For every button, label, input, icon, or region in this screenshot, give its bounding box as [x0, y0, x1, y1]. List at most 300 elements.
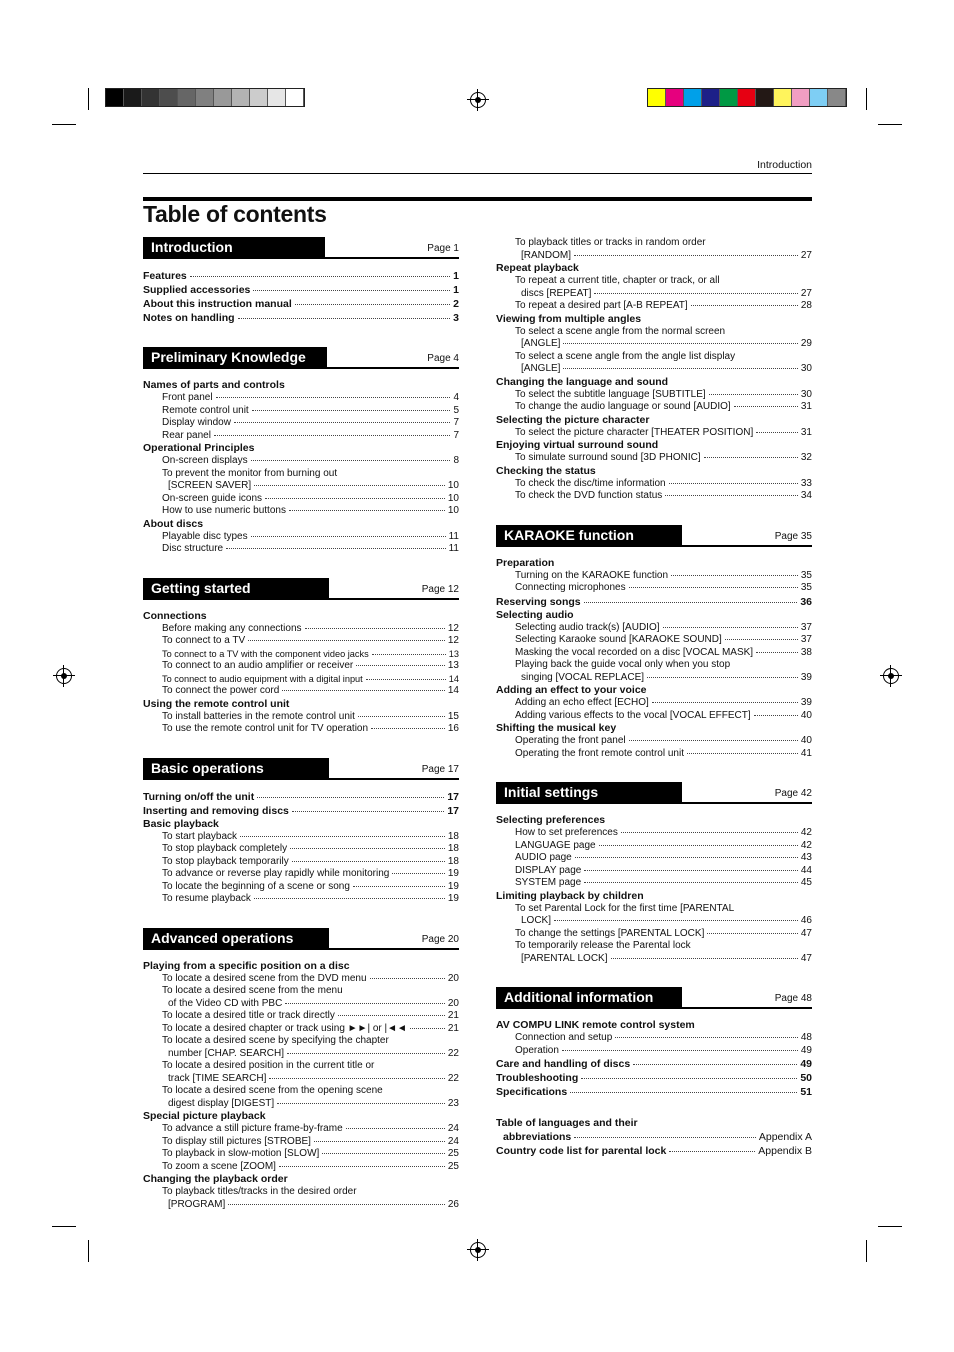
toc-entry[interactable] [143, 1023, 459, 1036]
toc-entry-page: 42 [800, 827, 812, 838]
toc-entry-page: 25 [447, 1160, 459, 1172]
toc-entry-page: 39 [800, 697, 812, 708]
toc-entry-label: To advance or reverse play rapidly while monitoring [162, 868, 390, 879]
color-swatch [702, 89, 720, 106]
toc-entry[interactable] [496, 1085, 812, 1099]
registration-mark-left [56, 668, 72, 684]
toc-entry-page: 51 [800, 1086, 812, 1098]
toc-entry-page: 24 [447, 1123, 459, 1134]
dot-leader [647, 677, 798, 678]
toc-entry-page: 27 [800, 249, 812, 261]
toc-entry[interactable] [496, 1045, 812, 1058]
toc-entry-page: 20 [447, 997, 459, 1009]
toc-section [143, 347, 459, 578]
section-page: Page 42 [774, 788, 812, 799]
toc-entry[interactable] [143, 685, 459, 698]
toc-entry-page: 3 [453, 312, 459, 324]
toc-entry[interactable] [496, 672, 812, 685]
section-title: Getting started [143, 578, 329, 598]
toc-entry-page: 4 [453, 392, 459, 403]
toc-entry-page: 18 [447, 843, 459, 854]
toc-entry[interactable] [496, 1071, 812, 1085]
toc-entry-label: To simulate surround sound [3D PHONIC] [515, 452, 701, 463]
toc-entry-page: 14 [448, 673, 459, 684]
toc-entry-page: 16 [447, 723, 459, 734]
dot-leader [254, 898, 445, 899]
toc-entry-page: 29 [800, 338, 812, 349]
crop-mark [52, 1226, 76, 1227]
toc-entry-page: 37 [800, 634, 812, 645]
toc-entry-text: To playback titles/tracks in the desired order [162, 1186, 357, 1197]
dot-leader [611, 958, 798, 959]
toc-entry[interactable] [143, 660, 459, 673]
toc-entry-label: Supplied accessories [143, 284, 251, 296]
toc-entry-label: Rear panel [162, 429, 211, 441]
toc-entry[interactable] [143, 635, 459, 648]
toc-group-heading: Changing the language and sound [496, 375, 669, 388]
dot-leader [574, 255, 798, 256]
toc-entry-page: 42 [800, 839, 812, 851]
toc-entry[interactable] [143, 881, 459, 894]
section-page: Page 4 [427, 353, 459, 364]
crop-mark [88, 88, 89, 110]
toc-entry-page: Appendix B [758, 1145, 812, 1157]
registration-mark-right [883, 668, 899, 684]
toc-entry-page: 34 [800, 490, 812, 501]
section-title: Introduction [143, 237, 325, 257]
toc-entry-page: 28 [800, 300, 812, 311]
dot-leader [581, 1078, 797, 1079]
toc-entry[interactable] [496, 622, 812, 635]
toc-group-heading: Preparation [496, 556, 555, 569]
section-title: Advanced operations [143, 928, 329, 948]
toc-entry-label: To stop playback temporarily [162, 855, 289, 867]
toc-entry[interactable] [496, 490, 812, 503]
section-header [143, 928, 459, 950]
toc-entry-page: 33 [800, 477, 812, 489]
toc-entry-page: 11 [448, 530, 459, 542]
toc-entry-label: Before making any connections [162, 622, 302, 634]
section-page: Page 35 [774, 530, 812, 542]
section-header [143, 347, 459, 369]
toc-section [143, 758, 459, 928]
dot-leader [353, 886, 445, 887]
toc-entry-label: Specifications [496, 1086, 568, 1098]
toc-entry[interactable] [496, 389, 812, 402]
dot-leader [269, 1078, 445, 1079]
toc-entry-label: Operation [515, 1044, 559, 1056]
toc-entry[interactable] [143, 543, 459, 556]
toc-entry-label: To connect to a TV [162, 635, 246, 646]
toc-entry-label: Connecting microphones [515, 582, 626, 593]
toc-entry[interactable] [496, 452, 812, 465]
toc-entry[interactable] [143, 843, 459, 856]
toc-entry[interactable] [143, 480, 459, 493]
toc-entry[interactable] [496, 697, 812, 710]
toc-entry-page: 13 [448, 648, 459, 659]
toc-entry[interactable] [496, 427, 812, 440]
dot-leader [265, 498, 445, 499]
dot-leader [285, 1003, 445, 1004]
toc-entry[interactable] [143, 1199, 459, 1212]
toc-entry[interactable] [496, 647, 812, 660]
dot-leader [599, 845, 798, 846]
toc-entry[interactable] [496, 1144, 812, 1158]
dot-leader [633, 1064, 797, 1065]
toc-entry-page: 30 [800, 388, 812, 400]
toc-entry[interactable] [496, 1057, 812, 1071]
toc-entry-label: Masking the vocal recorded on a disc [VOCAL MASK] [515, 646, 754, 658]
toc-entry-label: To advance a still picture frame-by-frame [162, 1123, 343, 1134]
toc-entry-page: 35 [800, 569, 812, 581]
toc-entry-label: Country code list for parental lock [496, 1145, 667, 1157]
dot-leader [554, 920, 798, 921]
dot-leader [570, 1092, 797, 1093]
section-page: Page 12 [421, 583, 459, 595]
dot-leader [725, 639, 798, 640]
dot-leader [671, 575, 798, 576]
toc-group-heading: Selecting the picture character [496, 413, 650, 426]
toc-entry[interactable] [143, 1148, 459, 1161]
toc-entry-page: 5 [453, 404, 459, 416]
toc-entry[interactable] [143, 998, 459, 1011]
dot-leader [629, 740, 798, 741]
dot-leader [372, 654, 446, 655]
toc-entry[interactable] [143, 831, 459, 844]
toc-entry-label: Playable disc types [162, 530, 248, 542]
toc-entry-label: To locate the beginning of a scene or song [162, 880, 350, 892]
toc-entry[interactable] [496, 865, 812, 878]
dot-leader [338, 1015, 445, 1016]
dot-leader [562, 1050, 798, 1051]
toc-entry[interactable] [143, 623, 459, 636]
toc-entry[interactable] [143, 283, 459, 297]
toc-entry-page: 17 [447, 804, 459, 817]
toc-entry[interactable] [143, 1123, 459, 1136]
toc-entry-page: 21 [447, 1010, 459, 1021]
toc-entry-label: To connect to a TV with the component video jacks [162, 648, 369, 659]
section-title: KARAOKE function [496, 525, 682, 545]
toc-entry-label: Selecting Karaoke sound [KARAOKE SOUND] [515, 634, 722, 645]
toc-entry-page: 12 [447, 622, 459, 634]
toc-entry-text: To prevent the monitor from burning out [162, 467, 338, 479]
toc-entry[interactable] [143, 893, 459, 906]
dot-leader [584, 870, 798, 871]
toc-entry[interactable] [143, 493, 459, 506]
dot-leader [366, 679, 446, 680]
toc-entry-page: 19 [447, 868, 459, 879]
toc-entry[interactable] [143, 673, 459, 686]
toc-entry-page: 26 [447, 1198, 459, 1210]
dot-leader [704, 457, 798, 458]
toc-entry[interactable] [143, 973, 459, 986]
toc-entry[interactable] [496, 915, 812, 928]
toc-group-heading: Selecting audio [496, 608, 574, 621]
color-swatch [738, 89, 756, 106]
header-rule [143, 173, 812, 174]
color-swatch [810, 89, 828, 106]
toc-entry[interactable] [496, 710, 812, 723]
section-title: Initial settings [496, 782, 682, 802]
section-header [143, 237, 459, 259]
section-header [496, 525, 812, 547]
toc-entry-text: To locate a desired scene by specifying the chapter [162, 1035, 389, 1046]
color-swatch [774, 89, 792, 106]
dot-leader [322, 1153, 445, 1154]
toc-entry-label: [PROGRAM] [168, 1198, 226, 1210]
toc-entry[interactable] [496, 634, 812, 647]
toc-entry-page: 46 [800, 915, 812, 926]
toc-entry[interactable] [143, 648, 459, 661]
toc-entry-page: 25 [447, 1148, 459, 1159]
toc-entry-page: 49 [800, 1058, 812, 1070]
toc-entry-label: Turning on the KARAOKE function [515, 569, 669, 581]
dot-leader [615, 1037, 798, 1038]
dot-leader [254, 485, 445, 486]
toc-entry-label: Front panel [162, 392, 213, 403]
dot-leader [584, 882, 798, 883]
toc-entry[interactable] [496, 250, 812, 263]
toc-entry-page: 43 [800, 852, 812, 863]
toc-entry[interactable] [143, 1048, 459, 1061]
toc-entry[interactable] [143, 790, 459, 804]
toc-entry-page: 49 [800, 1044, 812, 1056]
dot-leader [410, 1028, 445, 1029]
toc-entry[interactable] [143, 405, 459, 418]
toc-entry-text: To select a scene angle from the angle list display [515, 350, 736, 362]
toc-entry-label: To change the settings [PARENTAL LOCK] [515, 927, 705, 939]
toc-entry-label: Remote control unit [162, 404, 249, 416]
toc-entry-page: 31 [800, 426, 812, 438]
toc-entry-label: Disc structure [162, 543, 224, 554]
dot-leader [652, 702, 798, 703]
toc-entry-label: Operating the front panel [515, 735, 626, 746]
dot-leader [228, 1204, 445, 1205]
toc-entry-label: [ANGLE] [521, 338, 561, 349]
toc-entry[interactable] [143, 430, 459, 443]
toc-entry-label: Features [143, 270, 187, 282]
dot-leader [584, 602, 798, 603]
toc-section [496, 782, 812, 987]
toc-entry-text: To temporarily release the Parental lock [515, 940, 691, 951]
dot-leader [356, 665, 445, 666]
dot-leader [370, 978, 445, 979]
dot-leader [669, 1151, 755, 1152]
section-title: Preliminary Knowledge [143, 347, 327, 367]
crop-mark [878, 124, 902, 125]
toc-entry-label: How to use numeric buttons [162, 505, 286, 516]
toc-entry-label: Connection and setup [515, 1032, 613, 1043]
color-swatch [792, 89, 810, 106]
toc-entry[interactable] [143, 1136, 459, 1149]
toc-entry[interactable] [143, 311, 459, 325]
toc-group-heading: Shifting the musical key [496, 722, 617, 734]
grayscale-color-bar [105, 88, 305, 107]
toc-entry-label: [RANDOM] [521, 249, 571, 261]
color-swatch [106, 89, 124, 106]
toc-entry[interactable] [496, 953, 812, 966]
toc-entry-label: To zoom a scene [ZOOM] [162, 1160, 276, 1172]
toc-group-heading: Selecting preferences [496, 814, 606, 826]
toc-entry-page: 10 [447, 492, 459, 504]
dot-leader [251, 460, 451, 461]
toc-group-heading: Limiting playback by children [496, 889, 644, 902]
toc-entry-label: Reserving songs [496, 595, 581, 608]
toc-entry[interactable] [143, 269, 459, 283]
toc-entry[interactable] [496, 570, 812, 583]
toc-group-heading: Names of parts and controls [143, 379, 285, 391]
color-swatch [268, 89, 286, 106]
dot-leader [190, 276, 450, 277]
dot-leader [707, 933, 798, 934]
toc-entry[interactable] [143, 392, 459, 405]
toc-entry-page: 12 [447, 635, 459, 646]
toc-entry-label: Turning on/off the unit [143, 790, 255, 803]
toc-entry[interactable] [496, 582, 812, 595]
toc-entry-label: On-screen displays [162, 455, 248, 466]
toc-entry-page: Appendix A [758, 1131, 812, 1143]
toc-entry[interactable] [496, 1130, 812, 1144]
section-page: Page 20 [421, 933, 459, 945]
section-page: Page 17 [421, 763, 459, 775]
section-title: Basic operations [143, 758, 329, 778]
toc-entry-text: To playback titles or tracks in random order [515, 237, 706, 248]
toc-entry[interactable] [143, 1073, 459, 1086]
section-page: Page 48 [774, 993, 812, 1004]
toc-entry-label: AUDIO page [515, 852, 572, 863]
toc-entry-page: 7 [453, 429, 459, 441]
toc-entry[interactable] [496, 877, 812, 890]
toc-entry[interactable] [143, 711, 459, 724]
toc-entry-page: 7 [453, 417, 459, 428]
toc-entry-page: 19 [447, 880, 459, 892]
toc-entry[interactable] [143, 804, 459, 818]
toc-group-heading: Connections [143, 609, 207, 622]
toc-entry[interactable] [496, 928, 812, 941]
section-header [143, 758, 459, 780]
toc-entry[interactable] [496, 748, 812, 761]
crop-mark [52, 124, 76, 125]
toc-entry[interactable] [143, 723, 459, 736]
dot-leader [756, 652, 798, 653]
color-swatch [124, 89, 142, 106]
toc-entry[interactable] [496, 840, 812, 853]
toc-entry-page: 10 [447, 480, 459, 491]
dot-leader [289, 510, 445, 511]
toc-entry-label: Notes on handling [143, 312, 235, 324]
toc-entry-label: [SCREEN SAVER] [168, 480, 252, 491]
toc-entry[interactable] [143, 505, 459, 518]
toc-entry[interactable] [143, 856, 459, 869]
toc-entry[interactable] [496, 1032, 812, 1045]
toc-entry[interactable] [496, 735, 812, 748]
toc-entry[interactable] [496, 363, 812, 376]
toc-entry[interactable] [143, 297, 459, 311]
toc-entry[interactable] [496, 852, 812, 865]
toc-entry-page: 18 [447, 830, 459, 842]
toc-entry-page: 38 [800, 646, 812, 658]
toc-entry[interactable] [496, 338, 812, 351]
toc-entry[interactable] [496, 288, 812, 301]
toc-entry-label: Adding various effects to the vocal [VOCAL EFFECT] [515, 709, 751, 721]
toc-entry[interactable] [143, 417, 459, 430]
dot-leader [282, 690, 445, 691]
toc-entry[interactable] [496, 595, 812, 609]
dot-leader [392, 873, 445, 874]
toc-entry[interactable] [143, 455, 459, 468]
toc-entry-page: 41 [800, 747, 812, 759]
toc-entry[interactable] [143, 1098, 459, 1111]
toc-entry-label: To connect to an audio amplifier or receiver [162, 660, 354, 671]
dot-leader [734, 406, 798, 407]
toc-entry[interactable] [143, 1010, 459, 1023]
toc-entry[interactable] [143, 531, 459, 544]
dot-leader [226, 548, 445, 549]
toc-entry[interactable] [496, 827, 812, 840]
toc-entry-label: To stop playback completely [162, 843, 288, 854]
dot-leader [252, 410, 451, 411]
toc-entry-label: To select the picture character [THEATER POSITION] [515, 426, 754, 438]
dot-leader [358, 716, 445, 717]
toc-entry-page: 36 [800, 595, 812, 608]
dot-leader [292, 861, 445, 862]
toc-group-heading: Repeat playback [496, 262, 579, 274]
dot-leader [292, 811, 444, 812]
color-swatch [720, 89, 738, 106]
dot-leader [563, 343, 797, 344]
toc-entry-page: 32 [800, 452, 812, 463]
toc-entry-page: 30 [800, 363, 812, 374]
toc-entry[interactable] [143, 868, 459, 881]
toc-entry-label: LANGUAGE page [515, 839, 596, 851]
toc-entry-page: 2 [453, 298, 459, 310]
dot-leader [621, 832, 798, 833]
toc-entry[interactable] [143, 1161, 459, 1174]
toc-entry-label: How to set preferences [515, 827, 618, 838]
toc-entry-label: On-screen guide icons [162, 492, 263, 504]
toc-group-heading: AV COMPU LINK remote control system [496, 1019, 695, 1031]
color-swatch [666, 89, 684, 106]
toc-entry-text: To select a scene angle from the normal screen [515, 325, 726, 337]
section-header [496, 782, 812, 804]
toc-entry[interactable] [496, 478, 812, 491]
toc-entry-label: of the Video CD with PBC [168, 997, 283, 1009]
toc-entry[interactable] [496, 401, 812, 414]
dot-leader [214, 435, 451, 436]
dot-leader [277, 1103, 445, 1104]
dot-leader [251, 536, 446, 537]
toc-entry-label: To install batteries in the remote control unit [162, 710, 355, 722]
toc-entry-page: 23 [447, 1097, 459, 1109]
toc-group-heading: Basic playback [143, 817, 219, 830]
toc-entry-label: To resume playback [162, 893, 251, 904]
toc-entry-page: 19 [447, 893, 459, 904]
toc-entry-page: 27 [800, 287, 812, 299]
toc-column-right [496, 237, 812, 1158]
toc-entry-page: 13 [447, 660, 459, 671]
toc-entry-text: To locate a desired position in the current title or [162, 1060, 375, 1071]
toc-entry[interactable] [496, 300, 812, 313]
dot-leader [314, 1141, 445, 1142]
toc-entry-page: 24 [447, 1135, 459, 1147]
dot-leader [287, 1053, 445, 1054]
toc-entry-text: To set Parental Lock for the first time [PARENTAL [515, 902, 735, 914]
toc-entry-page: 37 [800, 621, 812, 633]
color-swatch [196, 89, 214, 106]
crop-mark [866, 88, 867, 110]
toc-group-heading: Table of languages and their [496, 1117, 638, 1129]
toc-entry-page: 1 [453, 284, 459, 296]
